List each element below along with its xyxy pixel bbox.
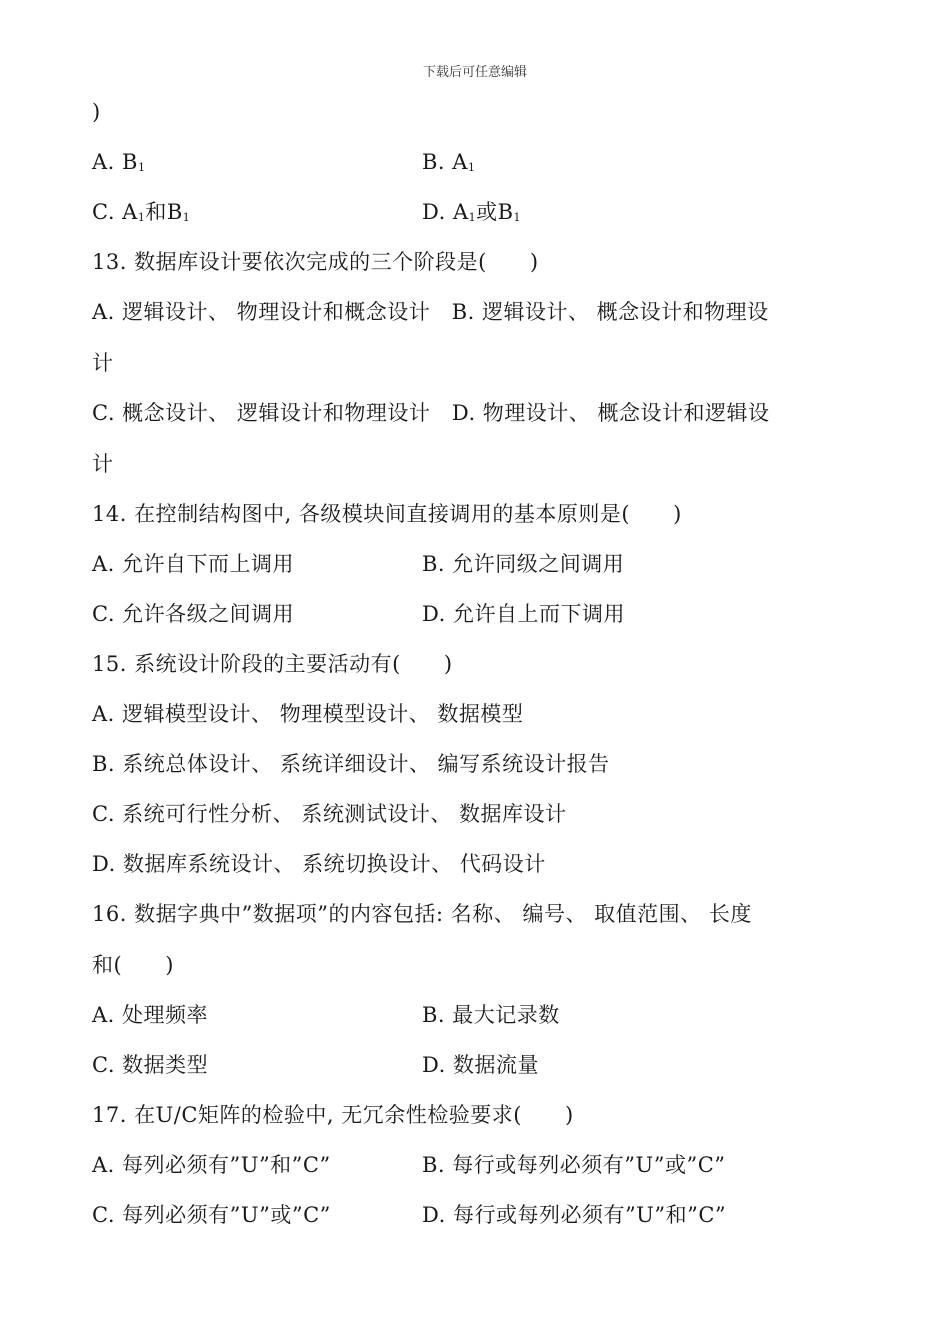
q12-option-a: A. $B_1$ [92,150,146,174]
q16-option-a: A. 处理频率 [92,1003,209,1027]
q14-stem: 14. 在控制结构图中, 各级模块间直接调用的基本原则是( ) [92,502,682,526]
q12-option-c: C. $A_1$和$B_1$ [92,200,191,224]
q13-options-cd-wrap: 计 [92,452,114,476]
q14-option-b: B. 允许同级之间调用 [422,552,625,576]
q14-option-a: A. 允许自下而上调用 [92,552,295,576]
q16-option-c: C. 数据类型 [92,1053,209,1077]
q16-stem: 16. 数据字典中”数据项”的内容包括: 名称、 编号、 取值范围、 长度 [92,902,752,926]
q13-options-ab-wrap: 计 [92,351,114,375]
q15-option-c: C. 系统可行性分析、 系统测试设计、 数据库设计 [92,802,567,826]
q16-option-b: B. 最大记录数 [422,1003,560,1027]
q17-option-d: D. 每行或每列必须有”U”和”C” [422,1203,727,1227]
q14-option-d: D. 允许自上而下调用 [422,602,625,626]
q13-stem: 13. 数据库设计要依次完成的三个阶段是( ) [92,250,539,274]
q17-stem: 17. 在U/C矩阵的检验中, 无冗余性检验要求( ) [92,1103,574,1127]
q12-option-d: D. $A_1$或$B_1$ [422,200,522,224]
q16-stem-wrap: 和( ) [92,953,174,977]
q13-options-ab: A. 逻辑设计、 物理设计和概念设计 B. 逻辑设计、 概念设计和物理设 [92,300,769,324]
q17-option-c: C. 每列必须有”U”或”C” [92,1203,331,1227]
q12-stem-continuation: ) [92,100,101,124]
q13-options-cd: C. 概念设计、 逻辑设计和物理设计 D. 物理设计、 概念设计和逻辑设 [92,401,770,425]
page-header: 下载后可任意编辑 [422,65,527,80]
q15-stem: 15. 系统设计阶段的主要活动有( ) [92,652,453,676]
q15-option-d: D. 数据库系统设计、 系统切换设计、 代码设计 [92,852,546,876]
q14-option-c: C. 允许各级之间调用 [92,602,295,626]
q15-option-a: A. 逻辑模型设计、 物理模型设计、 数据模型 [92,702,524,726]
q12-option-b: B. $A_1$ [422,150,476,174]
q16-option-d: D. 数据流量 [422,1053,539,1077]
q17-option-a: A. 每列必须有”U”和”C” [92,1153,331,1177]
q17-option-b: B. 每行或每列必须有”U”或”C” [422,1153,726,1177]
q15-option-b: B. 系统总体设计、 系统详细设计、 编写系统设计报告 [92,752,610,776]
